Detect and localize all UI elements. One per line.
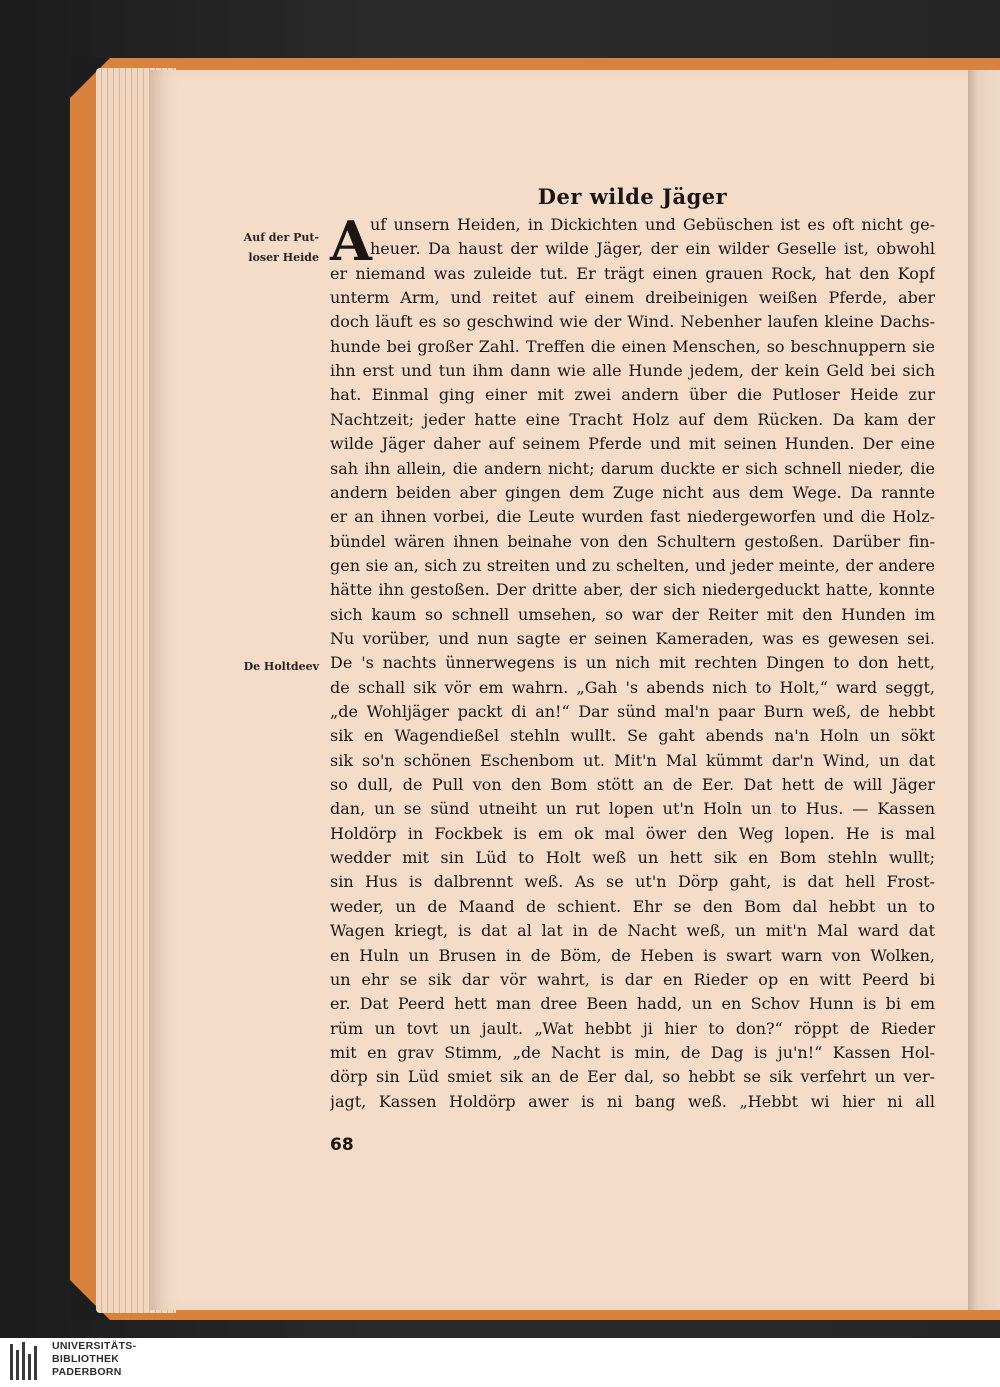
- text-line: doch läuft es so geschwind wie der Wind. Nebenher laufen kleine Dachs-: [330, 312, 935, 332]
- text-line: so dull, de Pull von den Bom stött an de Eer. Dat hett de will Jäger: [330, 775, 935, 795]
- text-line: De 's nachts ünnerwegens is un nich mit rechten Dingen to don hett,: [330, 653, 935, 673]
- text-line: heuer. Da haust der wilde Jäger, der ein wilder Geselle ist, obwohl: [370, 239, 935, 259]
- text-line: hätte ihn gestoßen. Der dritte aber, der sich niedergeduckt hatte, konnte: [330, 580, 935, 600]
- text-line: Wagen kriegt, is dat al lat in de Nacht weß, un mit'n Mal ward dat: [330, 921, 935, 941]
- text-line: sah ihn allein, die andern nicht; darum duckte er sich schnell nieder, die: [330, 458, 935, 478]
- text-line: sik so'n schönen Eschenbom ut. Mit'n Mal kümmt dar'n Wind, un dat: [330, 750, 935, 770]
- text-line: jagt, Kassen Holdörp awer is ni bang weß. „Hebbt wi hier ni all: [330, 1091, 935, 1111]
- text-line: er an ihnen vorbei, die Leute wurden fast niedergeworfen und die Holz-: [330, 507, 935, 527]
- text-line: unterm Arm, und reitet auf einem dreibeinigen weißen Pferde, aber: [330, 288, 935, 308]
- library-logo-icon: [10, 1340, 40, 1382]
- text-line: wilde Jäger daher auf seinem Pferde und mit seinen Hunden. Der eine: [330, 434, 935, 454]
- text-line: sik en Wagendießel stehln wullt. Se gaht abends na'n Holn un sökt: [330, 726, 935, 746]
- text-line: Nu vorüber, und nun sagte er seinen Kameraden, was es gewesen sei.: [330, 628, 935, 648]
- chapter-heading: Der wilde Jäger: [537, 184, 728, 209]
- drop-cap: A: [330, 209, 372, 273]
- text-line: er. Dat Peerd hett man dree Been hadd, un en Schov Hunn is bi em: [330, 994, 935, 1014]
- text-line: mit en grav Stimm, „de Nacht is min, de Dag is ju'n!“ Kassen Hol-: [330, 1042, 935, 1062]
- text-line: weder, un de Maand de schient. Ehr se den Bom dal hebbt un to: [330, 896, 935, 916]
- library-name-line: PADERBORN: [52, 1366, 122, 1378]
- text-line: hunde bei großer Zahl. Treffen die einen Menschen, so beschnuppern sie: [330, 336, 935, 356]
- text-line: uf unsern Heiden, in Dickichten und Gebüschen ist es oft nicht ge-: [370, 215, 935, 234]
- text-line: bündel wären ihnen beinahe von den Schultern gestoßen. Darüber fin-: [330, 531, 935, 551]
- margin-note-holtdeev: De Holtdeev: [243, 660, 319, 673]
- margin-note-line: [244, 231, 319, 264]
- margin-note-line: Auf der Put-: [243, 231, 319, 244]
- text-line: rüm un tovt un jault. „Wat hebbt ji hier to don?“ röppt de Rieder: [330, 1018, 935, 1038]
- text-line: sin Hus is dalbrennt weß. As se ut'n Dörp gaht, is dat hell Frost-: [330, 872, 935, 892]
- margin-note-line: loser Heide: [248, 251, 319, 264]
- text-line: „de Wohljäger packt di an!“ Dar sünd mal'n paar Burn weß, de hebbt: [330, 702, 935, 721]
- text-line: Holdörp in Fockbek is em ok mal öwer den Weg lopen. He is mal: [330, 823, 935, 843]
- library-name: [52, 1340, 212, 1379]
- text-line: un ehr se sik dar vör wahrt, is dar en Rieder op en witt Peerd bi: [330, 969, 935, 989]
- margin-note-putloser-heide: [205, 228, 319, 268]
- text-line: sich kaum so schnell umsehen, so war der Reiter mit den Hunden im: [330, 604, 935, 624]
- text-line: gen sie an, sich zu streiten und zu schelten, und jeder meinte, der andere: [330, 555, 935, 575]
- text-line: Nachtzeit; jeder hatte eine Tracht Holz auf dem Rücken. Da kam der: [330, 409, 935, 429]
- library-name-line: UNIVERSITÄTS-: [52, 1340, 137, 1352]
- text-line: wedder mit sin Lüd to Holt weß un hett sik en Bom stehln wullt;: [330, 848, 935, 868]
- text-line: andern beiden aber gingen dem Zuge nicht aus dem Wege. Da rannte: [330, 482, 935, 502]
- text-line: en Huln un Brusen in de Böm, de Heben is swart warn von Wolken,: [330, 945, 935, 965]
- text-line: dan, un se sünd utneiht un rut lopen ut'n Holn un to Hus. — Kassen: [330, 799, 935, 819]
- library-name-line: BIBLIOTHEK: [52, 1353, 120, 1365]
- page-gutter: [968, 70, 1000, 1310]
- text-line: hat. Einmal ging einer mit zwei andern über die Putloser Heide zur: [330, 385, 935, 405]
- text-line: de schall sik vör em wahrn. „Gah 's abends nich to Holt,“ ward seggt,: [330, 677, 935, 697]
- text-line: ihn erst und tun ihm dann wie alle Hunde jedem, der kein Geld bei sich: [330, 361, 935, 381]
- text-line: dörp sin Lüd smiet sik an de Eer dal, so hebbt se sik verfehrt un ver-: [330, 1067, 935, 1087]
- page-number: 68: [330, 1135, 354, 1155]
- text-line: er niemand was zuleide tut. Er trägt einen grauen Rock, hat den Kopf: [330, 263, 935, 283]
